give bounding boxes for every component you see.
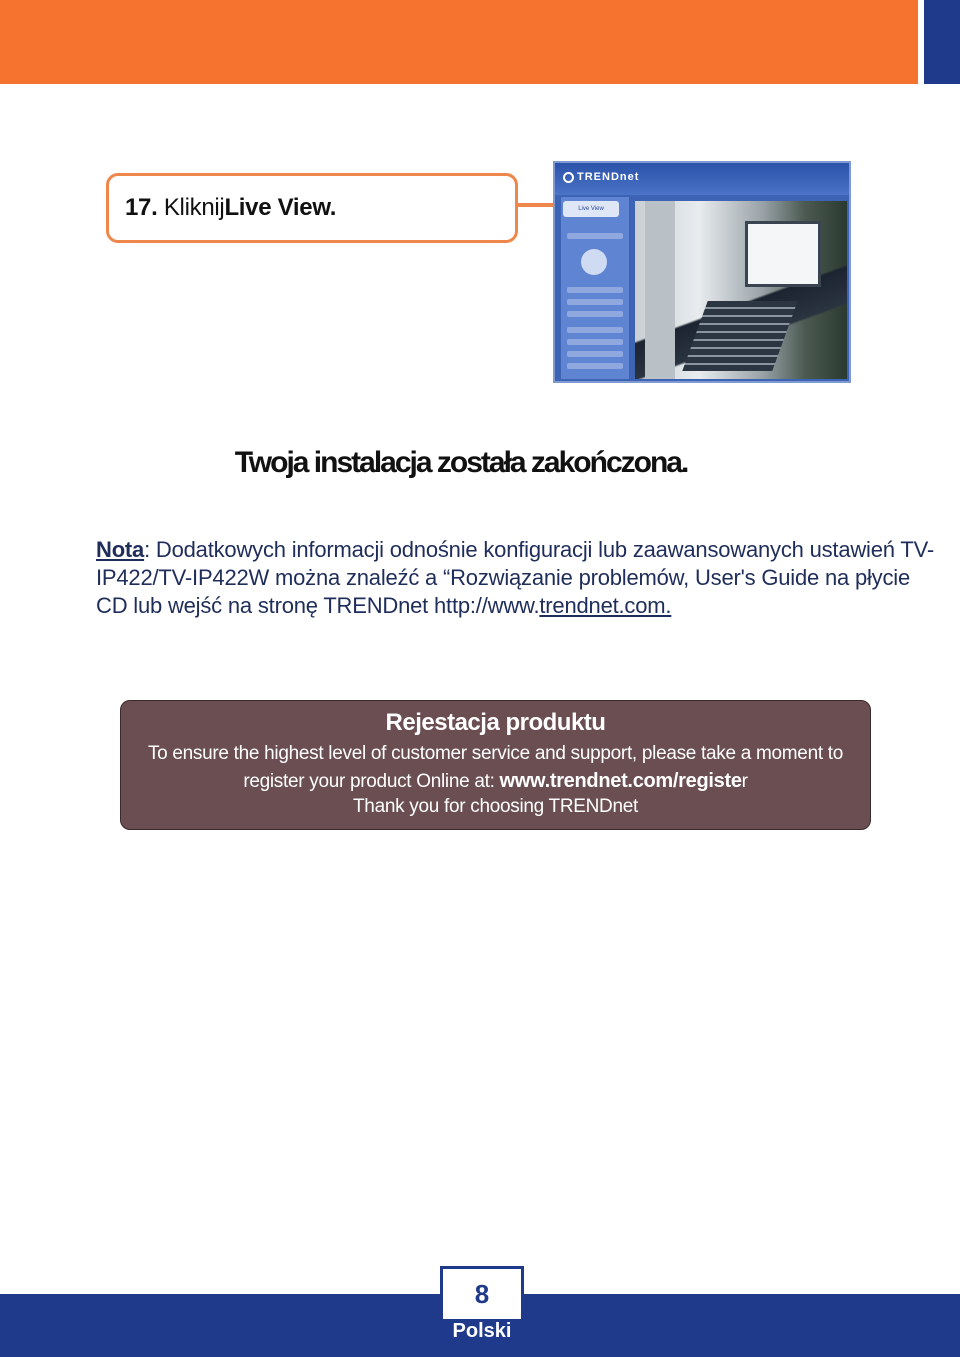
registration-thanks: Thank you for choosing TRENDnet: [353, 796, 638, 817]
sidebar-row: [567, 287, 623, 293]
sidebar-row: [567, 233, 623, 239]
trendnet-url-link[interactable]: trendnet.com.: [539, 593, 672, 618]
installation-complete-heading: Twoja instalacja została zakończona.: [234, 446, 688, 479]
registration-line-2: register your product Online at: www.trendnet.com/register: [243, 770, 748, 792]
header-blue-tab: [924, 0, 960, 84]
note-paragraph: [96, 536, 936, 620]
sidebar-row: [567, 299, 623, 305]
sidebar-row: [567, 351, 623, 357]
header-orange-bar: [0, 0, 918, 84]
sidebar-row: [567, 339, 623, 345]
sidebar-row: [567, 311, 623, 317]
screenshot-header: [555, 163, 849, 195]
live-view-screenshot: [553, 161, 851, 383]
step-17-callout: [106, 173, 518, 243]
ptz-dpad-icon: [581, 249, 607, 275]
note-label: Nota: [96, 537, 145, 562]
page-number: 8: [440, 1266, 524, 1322]
camera-video-frame: [635, 201, 847, 379]
sidebar-row: [567, 363, 623, 369]
registration-line-1: To ensure the highest level of customer service and support, please take a moment to: [147, 743, 844, 764]
language-label: Polski: [452, 1320, 512, 1342]
registration-title: Rejestacja produktu: [385, 709, 606, 736]
live-view-button[interactable]: Live View: [563, 201, 619, 217]
step-number: 17.: [125, 194, 158, 221]
product-registration-box: [120, 700, 871, 830]
live-view-label: Live View.: [224, 194, 337, 221]
trendnet-logo: TRENDnet: [563, 171, 639, 183]
register-url-link[interactable]: www.trendnet.com/registe: [499, 770, 742, 792]
sidebar-row: [567, 327, 623, 333]
note-text: : Dodatkowych informacji odnośnie konfiguracji lub zaawansowanych ustawień TV-IP422/TV-IP422W można znaleźć a “Rozwiązanie problemów, User's Guide na płycie CD lub wejść na stronę TRENDnet http://www.: [96, 537, 934, 618]
step-text: Kliknij: [163, 194, 225, 221]
